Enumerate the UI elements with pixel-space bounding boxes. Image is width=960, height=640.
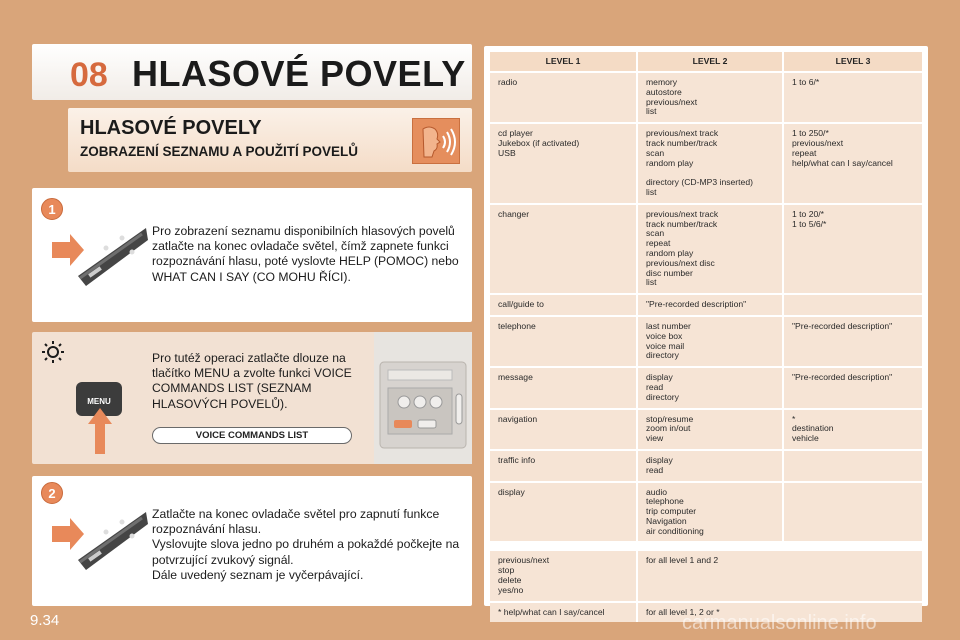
table-cell-level-3: "Pre-recorded description": [782, 368, 922, 407]
table-cell-level-1: call/guide to: [490, 295, 636, 315]
table-cell-level-2: "Pre-recorded description": [636, 295, 782, 315]
section-title: HLASOVÉ POVELY: [80, 117, 262, 139]
table-cell-level-1: navigation: [490, 410, 636, 449]
step-2-badge: 2: [41, 482, 63, 504]
table-cell-level-1: display: [490, 483, 636, 542]
header-level-1: LEVEL 1: [490, 52, 636, 71]
table-cell-level-1: radio: [490, 73, 636, 122]
light-stalk-illustration: [50, 506, 150, 576]
watermark: carmanualsonline.info: [682, 612, 877, 634]
step-2-text: Zatlačte na konec ovladače světel pro zapnutí funkce rozpoznávání hlasu. Vyslovujte slova jedno po druhém a pokaždé počkejte na potvrzující zvukový signál. Dále uvedený seznam je vyčerpávající.: [152, 507, 460, 582]
table-cell-level-2: display read: [636, 451, 782, 481]
table-cell-level-3: 1 to 6/*: [782, 73, 922, 122]
table-cell-level-3: * destination vehicle: [782, 410, 922, 449]
table-cell-level-2: last number voice box voice mail directory: [636, 317, 782, 366]
table-header-row: [490, 52, 922, 71]
table-cell-level-2: previous/next track track number/track scan repeat random play previous/next disc disc number list: [636, 205, 782, 293]
table-cell-level-2: stop/resume zoom in/out view: [636, 410, 782, 449]
table-cell-level-1: message: [490, 368, 636, 407]
header-level-2: LEVEL 2: [636, 52, 782, 71]
table-row: [490, 205, 922, 293]
table-cell-level-2: memory autostore previous/next list: [636, 73, 782, 122]
table-cell-level-1: changer: [490, 205, 636, 293]
table-cell-level-3: 1 to 20/* 1 to 5/6/*: [782, 205, 922, 293]
table-cell-level-3: [782, 483, 922, 542]
footer-command: * help/what can I say/cancel: [490, 603, 636, 623]
header-level-3: LEVEL 3: [782, 52, 922, 71]
voice-command-icon: [412, 118, 460, 164]
table-row: [490, 124, 922, 203]
table-row: [490, 73, 922, 122]
table-cell-level-2: audio telephone trip computer Navigation air conditioning: [636, 483, 782, 542]
light-stalk-illustration: [50, 222, 150, 292]
table-cell-level-1: cd player Jukebox (if activated) USB: [490, 124, 636, 203]
menu-key-label: MENU: [87, 397, 111, 406]
voice-commands-list-button[interactable]: VOICE COMMANDS LIST: [152, 427, 352, 444]
chapter-number: 08: [70, 56, 108, 94]
table-cell-level-3: [782, 295, 922, 315]
table-footer-row: [490, 551, 922, 600]
footer-command: previous/next stop delete yes/no: [490, 551, 636, 600]
step-1-badge: 1: [41, 198, 63, 220]
table-cell-level-2: display read directory: [636, 368, 782, 407]
table-row: [490, 483, 922, 542]
footer-scope: for all level 1 and 2: [636, 551, 922, 600]
table-spacer: [490, 543, 922, 549]
page-number: 9.34: [30, 612, 60, 629]
radio-console-illustration: [374, 332, 472, 464]
table-row: [490, 451, 922, 481]
table-row: [490, 410, 922, 449]
voice-commands-table: [490, 50, 922, 624]
tip-sun-icon: [41, 340, 65, 364]
table-row: [490, 368, 922, 407]
section-subtitle: ZOBRAZENÍ SEZNAMU A POUŽITÍ POVELŮ: [80, 144, 359, 159]
step-1-text: Pro zobrazení seznamu disponibilních hlasových povelů zatlačte na konec ovladače světel, čímž zapnete funkci rozpoznávání hlasu, poté vyslovte HELP (POMOC) nebo WHAT CAN I SAY (CO MOHU ŘÍCI).: [152, 224, 459, 284]
table-cell-level-3: [782, 451, 922, 481]
chapter-title: HLASOVÉ POVELY: [132, 53, 466, 94]
footer-scope: for all level 1, 2 or *: [636, 603, 922, 623]
tip-text: Pro tutéž operaci zatlačte dlouze na tlačítko MENU a zvolte funkci VOICE COMMANDS LIST (SEZNAM HLASOVÝCH POVELŮ).: [152, 351, 352, 411]
table-row: [490, 295, 922, 315]
table-cell-level-2: previous/next track track number/track scan random play directory (CD-MP3 inserted) list: [636, 124, 782, 203]
table-cell-level-1: traffic info: [490, 451, 636, 481]
menu-key-illustration: [70, 378, 130, 458]
table-body: [490, 73, 922, 622]
table-row: [490, 317, 922, 366]
table-cell-level-3: "Pre-recorded description": [782, 317, 922, 366]
table-cell-level-1: telephone: [490, 317, 636, 366]
table-cell-level-3: 1 to 250/* previous/next repeat help/what can I say/cancel: [782, 124, 922, 203]
